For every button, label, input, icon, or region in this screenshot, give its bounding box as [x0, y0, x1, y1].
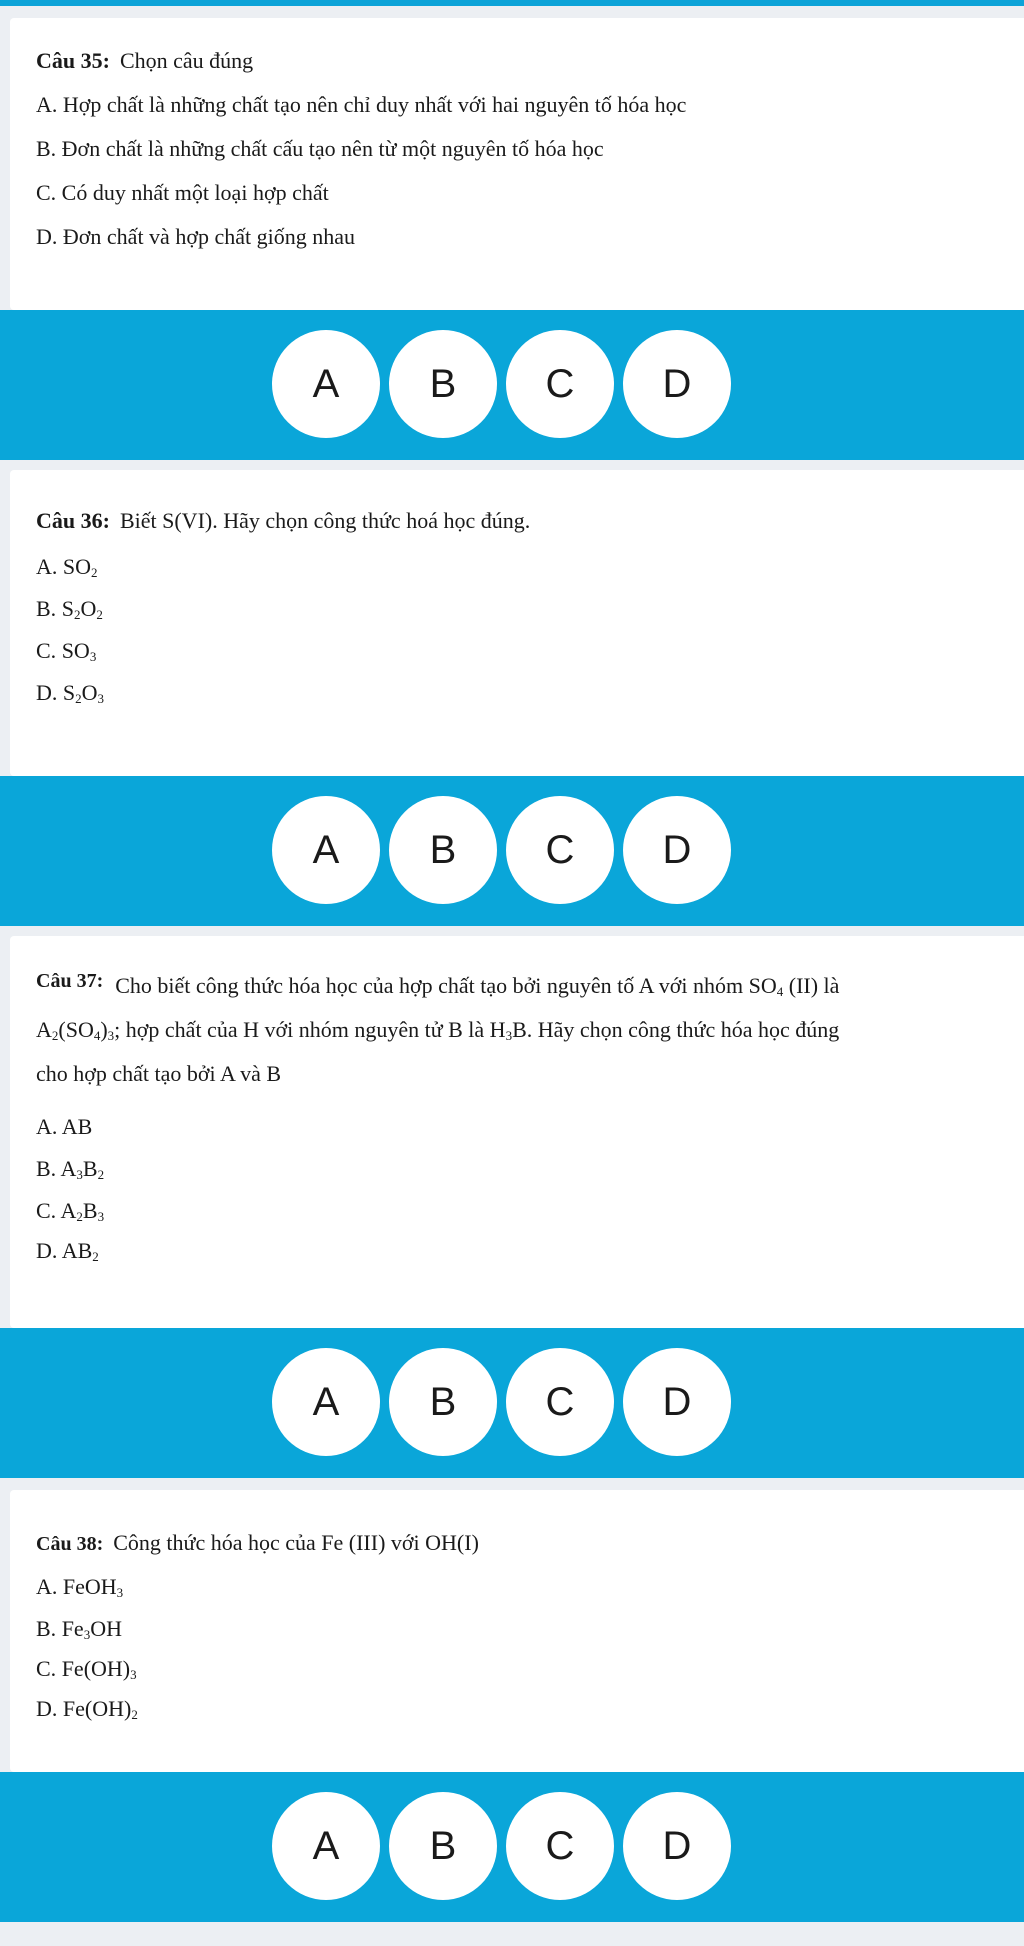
answer-button-b[interactable]: B: [389, 796, 497, 904]
answer-button-b[interactable]: B: [389, 1348, 497, 1456]
option-d: D. $AB_2$: [36, 1238, 99, 1264]
option-b: B. $S_2O_2$: [36, 596, 103, 622]
option-a: A. $SO_2$: [36, 554, 98, 580]
question-number: Câu 35:: [36, 48, 110, 73]
question-text: Câu 37: Cho biết công thức hóa học của hợp chất tạo bởi nguyên tố A với nhóm $SO_4$ (II) là $A_2(SO_4)_3$; hợp chất của H với nhóm nguyên tử B là $H_3B$. Hãy chọn công thức hóa học đúng cho hợp chất tạo bởi A và B: [36, 970, 840, 1086]
option-d: D. $Fe(OH)_2$: [36, 1696, 138, 1722]
answer-button-a[interactable]: A: [272, 1348, 380, 1456]
option-a: A. AB: [36, 1114, 93, 1139]
option-c: C. $Fe(OH)_3$: [36, 1656, 137, 1682]
top-accent-strip: [0, 0, 1024, 6]
question-title: [36, 1530, 479, 1556]
option-d: D. $S_2O_3$: [36, 680, 105, 706]
answer-button-c[interactable]: C: [506, 1348, 614, 1456]
answer-bar-38: [0, 1772, 1024, 1922]
option-c: C. $A_2B_3$: [36, 1198, 105, 1224]
question-number: Câu 37:: [36, 970, 104, 992]
option-a: A. Hợp chất là những chất tạo nên chỉ duy nhất với hai nguyên tố hóa học: [36, 92, 687, 117]
answer-button-d[interactable]: D: [623, 1348, 731, 1456]
option-c: C. $SO_3$: [36, 638, 97, 664]
question-number: Câu 38:: [36, 1533, 104, 1555]
option-b: B. $Fe_3OH$: [36, 1616, 122, 1642]
question-card-38: [10, 1490, 1024, 1772]
answer-bar-37: [0, 1328, 1024, 1478]
answer-button-b[interactable]: B: [389, 1792, 497, 1900]
answer-button-c[interactable]: C: [506, 796, 614, 904]
question-card-36: [10, 470, 1024, 776]
answer-button-b[interactable]: B: [389, 330, 497, 438]
question-prompt: Công thức hóa học của Fe (III) với OH(I): [113, 1530, 479, 1555]
option-d: D. Đơn chất và hợp chất giống nhau: [36, 224, 355, 249]
option-b: B. Đơn chất là những chất cấu tạo nên từ một nguyên tố hóa học: [36, 136, 604, 161]
question-title: [36, 508, 530, 534]
answer-bar-35: [0, 310, 1024, 460]
answer-button-a[interactable]: A: [272, 1792, 380, 1900]
question-prompt: Chọn câu đúng: [119, 48, 254, 73]
answer-button-c[interactable]: C: [506, 1792, 614, 1900]
question-prompt: Biết S(VI). Hãy chọn công thức hoá học đúng.: [119, 508, 531, 533]
answer-button-c[interactable]: C: [506, 330, 614, 438]
question-number: Câu 36:: [36, 508, 110, 533]
answer-button-d[interactable]: D: [623, 796, 731, 904]
answer-bar-36: [0, 776, 1024, 926]
question-title: [36, 48, 253, 74]
option-b: B. $A_3B_2$: [36, 1156, 105, 1182]
answer-button-d[interactable]: D: [623, 1792, 731, 1900]
answer-button-a[interactable]: A: [272, 330, 380, 438]
option-c: C. Có duy nhất một loại hợp chất: [36, 180, 329, 205]
answer-button-d[interactable]: D: [623, 330, 731, 438]
question-card-37: [10, 936, 1024, 1328]
answer-button-a[interactable]: A: [272, 796, 380, 904]
question-card-35: [10, 18, 1024, 310]
option-a: A. FeOH$_3$: [36, 1574, 124, 1600]
